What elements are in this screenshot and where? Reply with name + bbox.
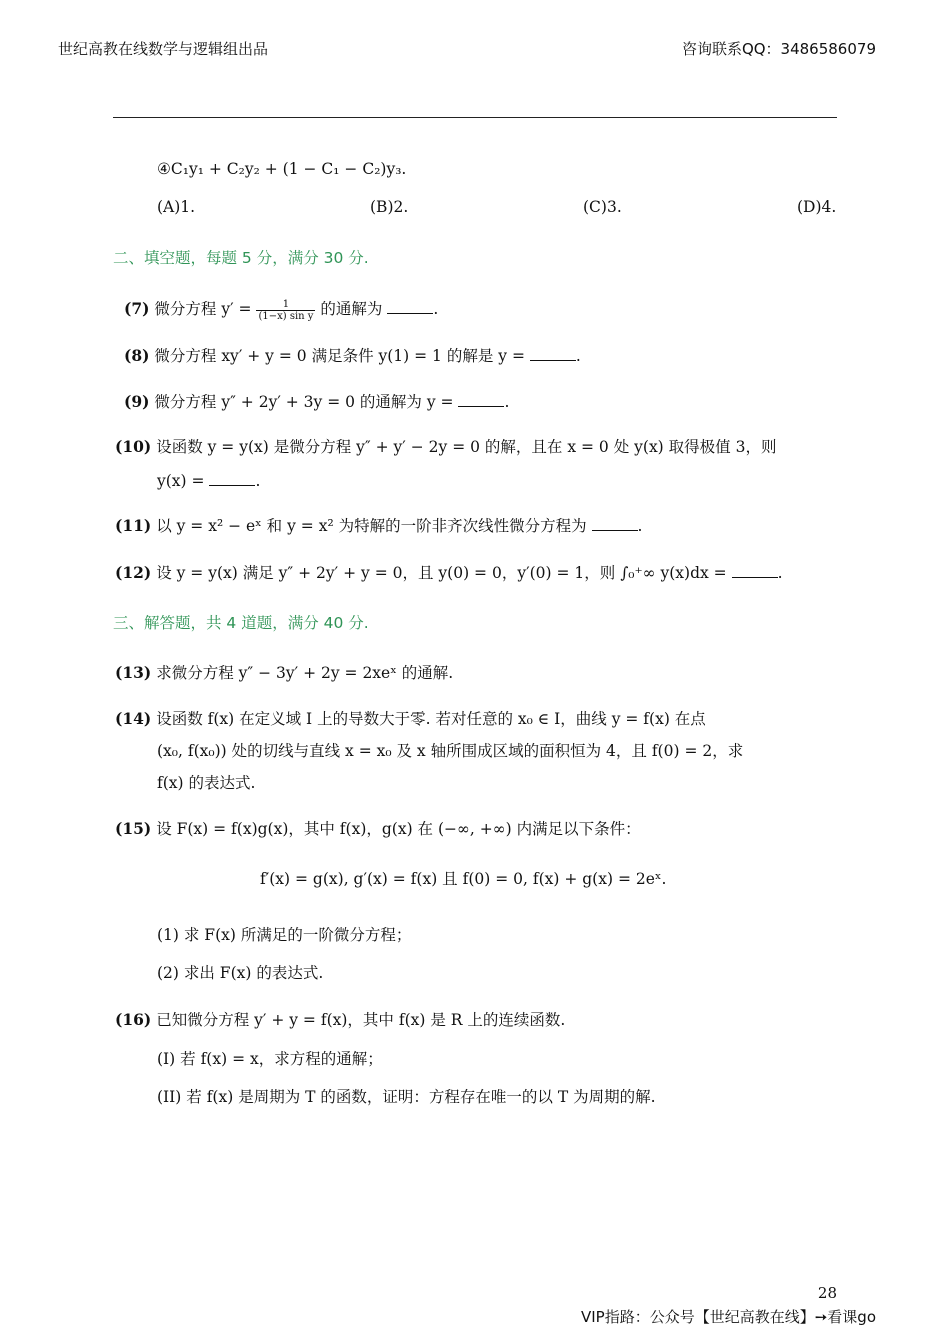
answer-blank	[209, 471, 255, 486]
q10-line1: 设函数 y = y(x) 是微分方程 y″ + y′ − 2y = 0 的解，且在 x = 0 处 y(x) 取得极值 3，则	[156, 438, 777, 456]
question-16	[115, 1009, 565, 1031]
q6-item4: ④C₁y₁ + C₂y₂ + (1 − C₁ − C₂)y₃.	[157, 160, 407, 178]
q15-sub1: (1) 求 F(x) 所满足的一阶微分方程；	[157, 926, 412, 944]
q10-number: (10)	[115, 437, 152, 456]
q7-fraction	[256, 299, 315, 322]
question-13	[115, 662, 453, 684]
answer-blank	[530, 346, 576, 361]
answer-blank	[387, 299, 433, 314]
header-left: 世纪高教在线数学与逻辑组出品	[58, 40, 269, 58]
q16-number: (16)	[115, 1010, 152, 1029]
question-15	[115, 818, 641, 840]
q15-number: (15)	[115, 819, 152, 838]
answer-blank	[592, 516, 638, 531]
page-number: 28	[817, 1284, 837, 1302]
q11-number: (11)	[115, 516, 152, 535]
option-d: (D)4.	[797, 198, 837, 216]
q9-text: 微分方程 y″ + 2y′ + 3y = 0 的通解为 y =	[154, 393, 454, 411]
q7-frac-num: 1	[256, 299, 315, 311]
q9-number: (9)	[124, 392, 150, 411]
question-12: (12) 设 y = y(x) 满足 y″ + 2y′ + y = 0，且 y(0) = 0，y′(0) = 1，则 ∫₀⁺∞ y(x)dx = .	[115, 563, 783, 582]
q15-sub2: (2) 求出 F(x) 的表达式.	[157, 964, 324, 982]
q14-line3: f(x) 的表达式.	[157, 774, 256, 792]
q10-line2: y(x) =	[157, 472, 205, 490]
question-10	[115, 436, 776, 458]
q12-number: (12)	[115, 563, 152, 582]
q7-frac-den: (1−x) sin y	[258, 310, 314, 322]
option-a: (A)1.	[157, 198, 196, 216]
q14-line1: 设函数 f(x) 在定义域 I 上的导数大于零. 若对任意的 x₀ ∈ I，曲线 y = f(x) 在点	[156, 710, 706, 728]
q11-text: 以 y = x² − eˣ 和 y = x² 为特解的一阶非齐次线性微分方程为	[156, 517, 587, 535]
q7-post: 的通解为	[320, 300, 383, 318]
option-b: (B)2.	[370, 198, 409, 216]
q8-number: (8)	[124, 346, 150, 365]
q13-text: 求微分方程 y″ − 3y′ + 2y = 2xeˣ 的通解.	[156, 664, 454, 682]
q14-number: (14)	[115, 709, 152, 728]
header-right: 咨询联系QQ：3486586079	[681, 40, 876, 58]
q12-text: 设 y = y(x) 满足 y″ + 2y′ + y = 0，且 y(0) = 0，y′(0) = 1，则 ∫₀⁺∞ y(x)dx =	[156, 564, 727, 582]
q7-number: (7)	[124, 299, 150, 318]
question-11: (11) 以 y = x² − eˣ 和 y = x² 为特解的一阶非齐次线性微分方程为 .	[115, 516, 643, 535]
q15-line1: 设 F(x) = f(x)g(x)，其中 f(x)，g(x) 在 (−∞, +∞) 内满足以下条件：	[156, 820, 641, 838]
q8-text: 微分方程 xy′ + y = 0 满足条件 y(1) = 1 的解是 y =	[154, 347, 525, 365]
q14-line2: (x₀, f(x₀)) 处的切线与直线 x = x₀ 及 x 轴所围成区域的面积恒为 4，且 f(0) = 2，求	[157, 742, 744, 760]
q16-line1: 已知微分方程 y′ + y = f(x)，其中 f(x) 是 R 上的连续函数.	[156, 1011, 566, 1029]
header-rule	[113, 117, 837, 118]
option-c: (C)3.	[583, 198, 622, 216]
q13-number: (13)	[115, 663, 152, 682]
q16-sub2: (II) 若 f(x) 是周期为 T 的函数，证明：方程存在唯一的以 T 为周期的解.	[157, 1088, 656, 1106]
section-3-title: 三、解答题，共 4 道题，满分 40 分.	[113, 614, 369, 632]
answer-blank	[458, 392, 504, 407]
question-8: (8) 微分方程 xy′ + y = 0 满足条件 y(1) = 1 的解是 y = .	[124, 346, 581, 365]
q16-sub1: (I) 若 f(x) = x，求方程的通解；	[157, 1050, 383, 1068]
question-10-line2: y(x) = .	[157, 472, 261, 490]
answer-blank	[732, 563, 778, 578]
question-7: (7) 微分方程 y′ = $\frac{1}{\text{(1−x) sin y}}$ 的通解为 .	[124, 298, 439, 322]
footer-promo: VIP指路：公众号【世纪高教在线】➙看课go	[581, 1308, 876, 1326]
question-14	[115, 708, 706, 730]
q7-pre: 微分方程 y′ =	[154, 300, 252, 318]
question-9: (9) 微分方程 y″ + 2y′ + 3y = 0 的通解为 y = .	[124, 392, 510, 411]
section-2-title: 二、填空题，每题 5 分，满分 30 分.	[113, 249, 369, 267]
q15-equation: f′(x) = g(x), g′(x) = f(x) 且 f(0) = 0, f(x) + g(x) = 2eˣ.	[260, 870, 667, 888]
